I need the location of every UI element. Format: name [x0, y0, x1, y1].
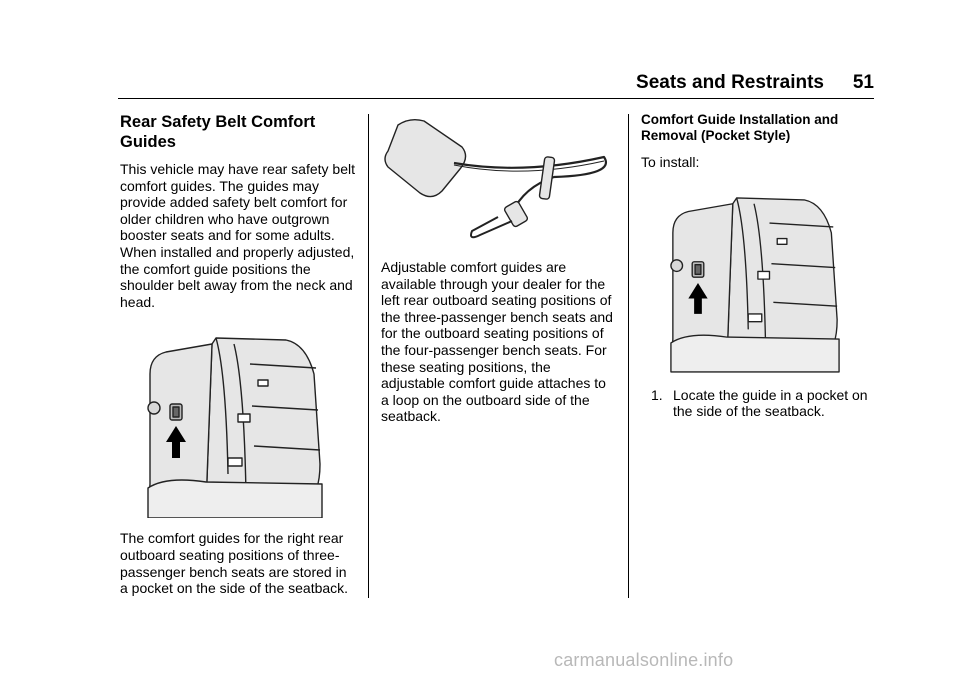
- watermark: carmanualsonline.info: [554, 650, 734, 670]
- column-divider-2: [628, 114, 629, 598]
- page-header: [118, 70, 874, 99]
- header-title: Seats and Restraints: [636, 72, 824, 93]
- column-3: [641, 112, 871, 420]
- install-intro: To install:: [641, 154, 700, 170]
- step-text: Locate the guide in a pocket on the side of the seatback.: [673, 386, 868, 420]
- storage-paragraph: The comfort guides for the right rear outboard seating positions of three-passenger bench seats are stored in a pocket on the side of the seatback.: [120, 530, 349, 597]
- adjustable-guides-paragraph: Adjustable comfort guides are available through your dealer for the left rear outboard seating positions of the three-passenger bench seats and for the outboard seating positions of the four-passenger bench seats. For these seating positions, the adjustable comfort guide attaches to a loop on the outboard side of the seatback.: [381, 259, 613, 425]
- install-steps: [641, 387, 871, 420]
- seat-pocket-illustration: [146, 334, 324, 518]
- comfort-guide-illustration: [384, 117, 614, 245]
- step-number: 1.: [651, 386, 663, 403]
- subsection-title: Comfort Guide Installation and Removal (Pocket Style): [641, 112, 839, 143]
- step-item: [641, 387, 871, 420]
- column-1: [120, 112, 356, 597]
- seat-pocket-install-illustration: [669, 191, 841, 375]
- section-title: Rear Safety Belt Comfort Guides: [120, 113, 316, 151]
- intro-paragraph: This vehicle may have rear safety belt comfort guides. The guides may provide added safety belt comfort for older children who have outgrown booster seats and for some adults. When installed and properly adjusted, the comfort guide positions the shoulder belt away from the neck and head.: [120, 161, 355, 310]
- column-2: [381, 112, 617, 425]
- column-divider-1: [368, 114, 369, 598]
- page-number: 51: [852, 72, 874, 93]
